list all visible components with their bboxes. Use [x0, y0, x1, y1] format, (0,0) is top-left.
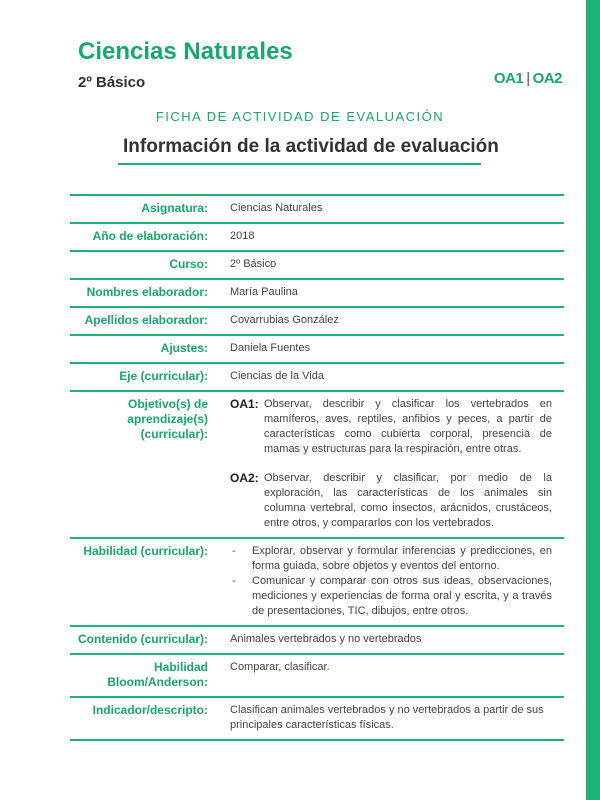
- table-row-objetivos: [70, 392, 564, 539]
- row-value: Daniela Fuentes: [230, 342, 311, 354]
- grade-label: 2º Básico: [78, 74, 146, 91]
- oa-code-1: OA1: [493, 70, 524, 87]
- row-label: Habilidad Bloom/Anderson:: [107, 660, 208, 689]
- bullet-dash: -: [232, 575, 236, 587]
- oa-separator: |: [526, 70, 530, 87]
- row-value: Comparar, clasificar.: [230, 661, 330, 673]
- table-row-anio: [70, 224, 564, 252]
- row-label: Objetivo(s) de aprendizaje(s) (curricular):: [127, 397, 208, 441]
- table-row-bloom: [70, 655, 564, 698]
- table-row-nombres: [70, 280, 564, 308]
- oa-codes: [494, 70, 562, 87]
- skill-text: Explorar, observar y formular inferencias y predicciones, en forma guiada, sobre objetos y eventos del entorno.: [252, 545, 552, 572]
- table-row-apellidos: [70, 308, 564, 336]
- skill-item: [230, 574, 552, 619]
- objective-code: OA1:: [230, 397, 259, 411]
- row-value: Covarrubias González: [230, 314, 339, 326]
- row-value: Animales vertebrados y no vertebrados: [230, 633, 422, 645]
- skill-item: [230, 544, 552, 574]
- row-label: Eje (curricular):: [119, 369, 208, 383]
- row-value: 2º Básico: [230, 258, 277, 270]
- table-row-eje: [70, 364, 564, 392]
- row-label: Asignatura:: [141, 201, 208, 215]
- heading-underline: [118, 163, 481, 165]
- table-row-habilidad: [70, 539, 564, 627]
- row-label: Nombres elaborador:: [86, 285, 208, 299]
- row-label: Habilidad (curricular):: [83, 544, 208, 558]
- row-value: María Paulina: [230, 286, 298, 298]
- row-value: Ciencias de la Vida: [230, 370, 324, 382]
- table-row-indicador: [70, 698, 564, 741]
- table-row-contenido: [70, 627, 564, 655]
- subject-title: Ciencias Naturales: [78, 38, 293, 65]
- main-heading: Información de la actividad de evaluación: [123, 136, 499, 157]
- row-value-objetivos: [230, 392, 564, 537]
- row-label: Curso:: [169, 257, 208, 271]
- info-table: [70, 194, 564, 741]
- row-value: Clasifican animales vertebrados y no vertebrados a partir de sus principales características físicas.: [230, 704, 544, 731]
- sheet-type: FICHA DE ACTIVIDAD DE EVALUACIÓN: [155, 109, 445, 124]
- row-value: 2018: [230, 230, 255, 242]
- bullet-dash: -: [232, 545, 236, 557]
- objective-text: Observar, describir y clasificar los vertebrados en mamíferos, aves, reptiles, anfibios y peces, a partir de características como cubierta corporal, presencia de mamas y estructuras para la respiración, entre otras.: [264, 398, 552, 455]
- objective-text: Observar, describir y clasificar, por medio de la exploración, las características de los animales sin columna vertebral, como insectos, arácnidos, crustáceos, entre otros, y compararlos con los vertebrados.: [264, 472, 552, 529]
- objective-item: [230, 471, 552, 531]
- skill-text: Comunicar y comparar con otros sus ideas, observaciones, mediciones y experiencias de forma oral y escrita, y a través de presentaciones, TIC, dibujos, entre otros.: [252, 575, 552, 617]
- table-row-asignatura: [70, 196, 564, 224]
- row-label: Indicador/descripto:: [92, 703, 208, 717]
- row-value: Ciencias Naturales: [230, 202, 323, 214]
- row-label: Año de elaboración:: [92, 229, 208, 243]
- row-label: Contenido (curricular):: [77, 632, 208, 646]
- objective-code: OA2:: [230, 471, 259, 485]
- objective-item: [230, 397, 552, 457]
- table-row-ajustes: [70, 336, 564, 364]
- oa-code-2: OA2: [532, 70, 562, 87]
- row-value-habilidad: [230, 539, 564, 625]
- row-label: Ajustes:: [160, 341, 208, 355]
- table-row-curso: [70, 252, 564, 280]
- row-label: Apellidos elaborador:: [84, 313, 208, 327]
